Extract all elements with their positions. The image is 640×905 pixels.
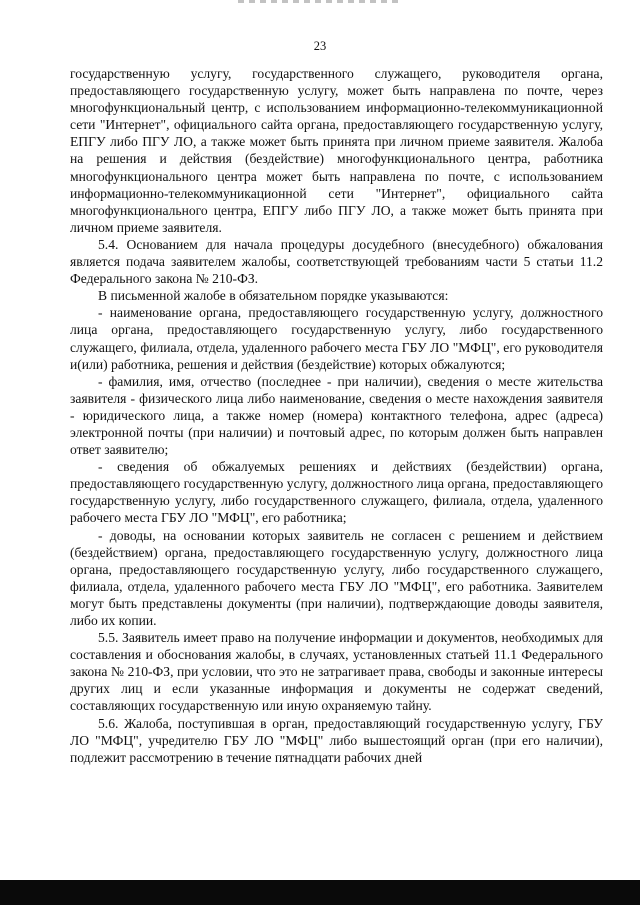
scan-artifact-top bbox=[238, 0, 398, 3]
paragraph-continuation: государственную услугу, государственного служащего, руководителя органа, предоставляющего государственную услугу, может быть направлена по почте, через многофункциональный центр, с использованием информационно-телекоммуникационной сети "Интернет", официального сайта органа, предоставляющего государственную услугу, ЕПГУ либо ПГУ ЛО, а также может быть принята при личном приеме заявителя. Жалоба на решения и действия (бездействие) многофункционального центра, работника многофункционального центра может быть направлена по почте, с использованием информационно-телекоммуникационной сети "Интернет", официального сайта многофункционального центра, ЕПГУ либо ПГУ ЛО, а также может быть принята при личном приеме заявителя. bbox=[70, 66, 603, 235]
paragraph-5-6: 5.6. Жалоба, поступившая в орган, предоставляющий государственную услугу, ГБУ ЛО "МФЦ", учредителю ГБУ ЛО "МФЦ" либо вышестоящий орган (при его наличии), подлежит рассмотрению в течение пятнадцати рабочих дней bbox=[70, 715, 603, 765]
paragraph-5-4: 5.4. Основанием для начала процедуры досудебного (внесудебного) обжалования является подача заявителем жалобы, соответствующей требованиям части 5 статьи 11.2 Федерального закона № 210-ФЗ. bbox=[70, 236, 603, 287]
paragraph-5-5: 5.5. Заявитель имеет право на получение информации и документов, необходимых для составления и обоснования жалобы, в случаях, установленных статьей 11.1 Федерального закона № 210-ФЗ, при условии, что это не затрагивает права, свободы и законные интересы других лиц и если указанные информация и документы не содержат сведений, составляющих государственную или иную охраняемую тайну. bbox=[70, 630, 603, 714]
list-item-arguments: - доводы, на основании которых заявитель не согласен с решением и действием (бездействием) органа, предоставляющего государственную услугу, должностного лица органа, предоставляющего государственную услугу, либо государственного служащего, филиала, отдела, удаленного рабочего места ГБУ ЛО "МФЦ", его работника. Заявителем могут быть представлены документы (при наличии), подтверждающие доводы заявителя, либо их копии. bbox=[70, 527, 603, 628]
paragraph-written-complaint: В письменной жалобе в обязательном порядке указываются: bbox=[98, 288, 449, 304]
list-item-authority-name: - наименование органа, предоставляющего государственную услугу, должностного лица органа, предоставляющего государственную услугу, либо государственного служащего, филиала, отдела, удаленного рабочего места ГБУ ЛО "МФЦ", его руководителя и(или) работника, решения и действия (бездействие) которых обжалуются; bbox=[70, 305, 603, 372]
page-number: 23 bbox=[313, 39, 327, 53]
page-body bbox=[70, 65, 603, 766]
list-item-applicant-details: - фамилия, имя, отчество (последнее - при наличии), сведения о месте жительства заявителя - физического лица либо наименование, сведения о месте нахождения заявителя - юридического лица, а также номер (номера) контактного телефона, адрес (адреса) электронной почты (при наличии) и почтовый адрес, по которым должен быть направлен ответ заявителю; bbox=[70, 373, 603, 458]
list-item-appealed-decisions: - сведения об обжалуемых решениях и действиях (бездействии) органа, предоставляющего государственную услугу, должностного лица органа, предоставляющего государственную услугу, либо государственного служащего, филиала, отдела, удаленного рабочего места ГБУ ЛО "МФЦ", его работника; bbox=[70, 459, 603, 526]
scan-bottom-border bbox=[0, 880, 640, 905]
